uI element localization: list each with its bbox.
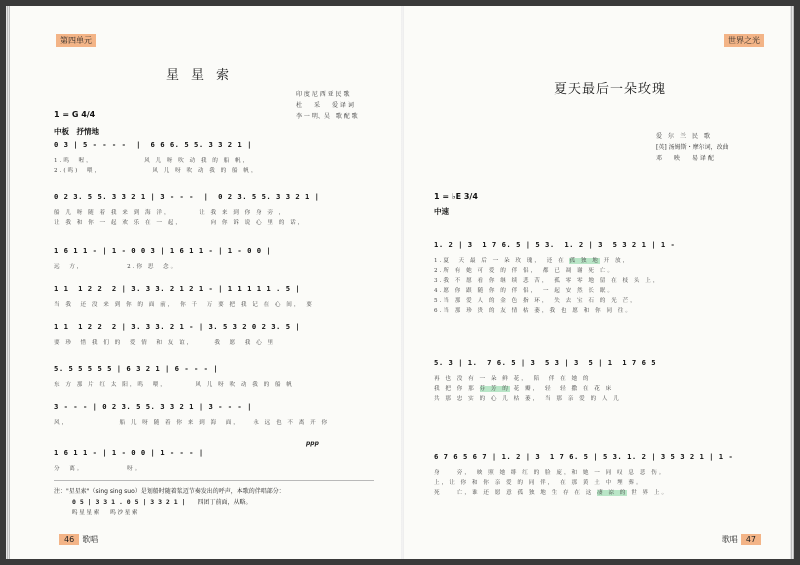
key-signature: 1 = G 4/4 bbox=[54, 110, 96, 119]
folio-text: 歌唱 bbox=[721, 535, 738, 544]
page-edge bbox=[6, 6, 10, 559]
lyric-line: 风， 船 儿 呀 随 着 你 来 到 海 面， 永 远 也 不 离 开 你 bbox=[54, 420, 330, 426]
notation-line: 1 1 1 2 2 2 | 3. 3 3. 2 1 - | 3. 5 3 2 0 2 3. 5 | bbox=[54, 322, 301, 331]
lyric-line: 4.愿 你 跟 随 你 的 伴 侣， 一 起 安 然 长 眠。 bbox=[434, 288, 615, 294]
highlighted-phrase: 芬 芳 的 bbox=[479, 386, 510, 392]
page-folio bbox=[56, 534, 98, 545]
lyric-line: 3.我 不 愿 看 你 继 续 悲 苦， 孤 零 零 地 留 在 枝 头 上， bbox=[434, 278, 661, 284]
highlighted-phrase: 孤 独 地 bbox=[569, 258, 600, 264]
highlighted-phrase: 凄 凉 的 bbox=[597, 490, 628, 496]
lyric-line: 分 离。 呀。 bbox=[54, 466, 143, 472]
footnote-notation: 0 5 | 3 3 1 . 0 5 | 3 3 2 1 | bbox=[72, 498, 186, 506]
page-number: 47 bbox=[741, 534, 761, 545]
credit-line: 李 一 明、吴 歌 配 歌 bbox=[296, 113, 358, 120]
page-folio bbox=[722, 534, 764, 545]
notation-line: 1 6 1 1 - | 1 - 0 0 | 1 - - - | bbox=[54, 448, 204, 457]
credit-line: 邓 映 易 译 配 bbox=[656, 155, 714, 162]
credit-line: 杜 采 爱 译 词 bbox=[296, 102, 354, 109]
tempo-marking: 中速 bbox=[434, 207, 449, 216]
credit-line: 印 度 尼 西 亚 民 歌 bbox=[296, 91, 350, 98]
lyric-line: 再 也 没 有 一 朵 鲜 花， 陪 伴 在 她 的 bbox=[434, 376, 591, 382]
lyric-line: 死 亡，谁 还 愿 意 孤 独 地 生 存 在 这 凄 凉 的 世 界 上。 bbox=[434, 490, 670, 496]
footnote-text: "星星索"（sing sing suo）是划船时随着浆迈节奏发出的呼声，本歌的伴唱部分： bbox=[66, 488, 285, 495]
section-tag: 第四单元 bbox=[56, 34, 96, 47]
song-credits bbox=[656, 131, 729, 164]
footnote-prefix: 注： bbox=[54, 488, 67, 495]
lyric-line: 当 我 还 没 来 到 你 的 面 前， 你 千 万 要 把 我 记 在 心 间， 要 bbox=[54, 302, 314, 308]
lyric-line: 身 旁， 映 照 她 绯 红 的 脸 庞，和 她 一 同 叹 息 悲 伤。 bbox=[434, 470, 667, 476]
lyric-line: 5.当 那 爱 人 的 金 色 指 环， 失 去 宝 石 的 光 芒， bbox=[434, 298, 638, 304]
notation-line: 0 2 3. 5 5. 3 3 2 1 | 3 - - - | 0 2 3. 5 5. 3 3 2 1 | bbox=[54, 192, 320, 201]
lyric-line: 东 方 那 片 红 太 阳，呜 喂， 风 儿 呀 吹 动 我 的 船 帆 bbox=[54, 382, 294, 388]
lyric-line: 我 把 你 那 芬 芳 的 花 瓣， 轻 轻 撒 在 花 床 bbox=[434, 386, 614, 392]
tempo-marking: 中板 抒情地 bbox=[54, 127, 99, 136]
footnote-tail: 四团丁前面，从略。 bbox=[197, 499, 252, 506]
credit-line: 爱 尔 兰 民 歌 bbox=[656, 133, 711, 140]
lyric-line: 共 那 忠 实 的 心 儿 枯 萎， 当 那 亲 爱 的 人 儿 bbox=[434, 396, 621, 402]
lyric-line: 让 我 和 你 一 起 欢 乐 在 一 起， 向 你 诉 说 心 里 的 话， bbox=[54, 220, 306, 226]
notation-line: 1 6 1 1 - | 1 - 0 0 3 | 1 6 1 1 - | 1 - 0 0 | bbox=[54, 246, 272, 255]
lyric-line: 2.(呜) 喂， 风 儿 呀 吹 动 我 的 船 帆， bbox=[54, 168, 259, 174]
notation-line: 3 - - - | 0 2 3. 5 5. 3 3 2 1 | 3 - - - | bbox=[54, 402, 252, 411]
lyric-line: 1.呜 喔， 风 儿 呀 吹 动 我 的 船 帆， bbox=[54, 158, 251, 164]
folio-text: 歌唱 bbox=[82, 535, 99, 544]
credit-line: [英] 汤姆斯・摩尔词，改曲 bbox=[656, 144, 729, 151]
notation-line: 5. 5 5 5 5 5 | 6 3 2 1 | 6 - - - | bbox=[54, 364, 219, 373]
dynamic-marking: ppp bbox=[306, 440, 319, 447]
key-signature: 1 = ♭E 3/4 bbox=[434, 192, 478, 201]
lyric-line: 要 珍 惜 我 们 的 爱 情 和 友 谊， 我 愿 我 心 里 bbox=[54, 340, 276, 346]
section-tag: 世界之光 bbox=[724, 34, 764, 47]
lyric-line: 2.所 有 她 可 爱 的 伴 侣， 都 已 凋 谢 死 亡。 bbox=[434, 268, 615, 274]
page-edge bbox=[790, 6, 794, 559]
lyric-line: 船 儿 呀 随 着 我 来 到 海 洋， 让 我 来 到 你 身 旁 ， bbox=[54, 210, 287, 216]
song-title: 星星索 bbox=[166, 68, 242, 83]
lyric-line: 上，让 你 和 你 亲 爱 的 同 伴， 在 那 黄 土 中 埋 葬。 bbox=[434, 480, 644, 486]
notation-line: 5. 3 | 1. 7 6. 5 | 3 5 3 | 3 5 | 1 1 7 6 5 bbox=[434, 358, 657, 367]
notation-line: 0 3 | 5 - - - - | 6 6 6. 5 5. 3 3 2 1 | bbox=[54, 140, 252, 149]
footnote bbox=[54, 486, 372, 519]
notation-line: 1 1 1 2 2 2 | 3. 3 3. 2 1 2 1 - | 1 1 1 1 1 . 5 | bbox=[54, 284, 301, 293]
lyric-line: 6.当 那 珍 贵 的 友 情 枯 萎，我 也 愿 和 你 同 往。 bbox=[434, 308, 633, 314]
left-page bbox=[6, 6, 401, 559]
page-number: 46 bbox=[59, 534, 79, 545]
notation-line: 6 7 6 5 6 7 | 1. 2 | 3 1 7 6. 5 | 5 3. 1. 2 | 3 5 3 2 1 | 1 - bbox=[434, 452, 734, 461]
footnote-lyrics: 呜 星 星 索 呜 沙 星 索 bbox=[72, 510, 138, 516]
notation-line: 1. 2 | 3 1 7 6. 5 | 5 3. 1. 2 | 3 5 3 2 1 | 1 - bbox=[434, 240, 676, 249]
lyric-line: 远 方， 2.你 思 念。 bbox=[54, 264, 179, 270]
divider bbox=[54, 480, 374, 481]
right-page bbox=[404, 6, 794, 559]
song-title: 夏天最后一朵玫瑰 bbox=[554, 82, 667, 97]
song-credits bbox=[296, 89, 358, 122]
lyric-line: 1.夏 天 最 后 一 朵 玫 瑰， 还 在 孤 独 地 开 放， bbox=[434, 258, 631, 264]
